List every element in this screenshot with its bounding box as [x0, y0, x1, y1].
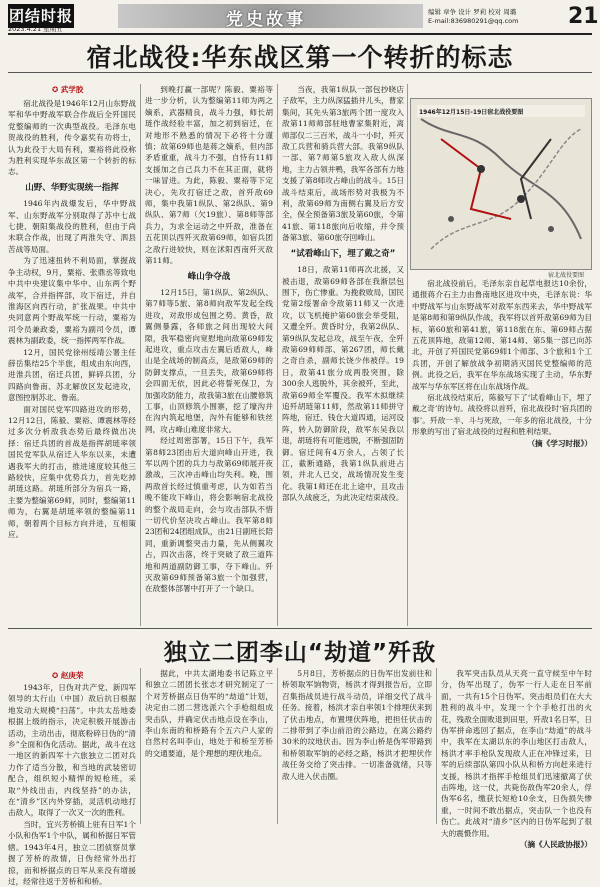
paragraph: 5月8日，芳桥据点的日伪军出发前往和桥领取军饷物资，杨洪才得到报告后，立即召集指战员进行战斗动员，详细交代了战斗任务。接着，杨洪才亲自率领1个排埋伏来到了伏击地点，布置埋伏阵地，把担任伏击的二排带到了李山前沿的公路边，在离公路约30米的坟地伏击。因为李山桥是伪军带路到和桥领取军饷的必经之路，杨洪才把埋伏作战任务交给了突击排。一切准备就绪，只等敌人进入伏击圈。	[282, 669, 432, 781]
article1-column-2	[145, 84, 273, 626]
column-divider	[436, 668, 437, 824]
paragraph: 1943年，日伪对共产党、新四军领导的太行山（中国）敌后抗日根据地发动大规模“扫荡”。中共太岳地委根据上级的指示，决定积极开展游击活动，主动出击，彻底粉碎日伪的“清乡”全面和伪化活动。据此，战斗在这一地区的新四军十六旅独立二团对兵力作了适当分散，和当地的武装密切配合，组织短小精悍的短枪班，采取“外线出击，内线坚持”的办法，在“清乡”区内外穿插，灵活机动地打击敌人，取得了一次又一次的胜利。	[8, 683, 136, 818]
paragraph: 面对国民党军四路进攻的形势，12月12日，陈毅、粟裕、谭震林等经过多次分析敌我态势后最终做出决择：宿迁兵团的首战是指挥胡琏率领国民党军队从宿迁入华东以来，未遭遇我军大的打击，推进速度较其他三路较快，应集中优势兵力，首先吃掉胡琏这路。胡琏所部分为宿兵一路，主要为整编第69师，同时，整编第11师为，右翼是胡琏率领的整编第11师，朝着两个目标方向并进，互相策应。	[8, 404, 136, 540]
article2-column-2	[145, 668, 273, 824]
paragraph: 当夜，我第1纵队一部包抄晓店子敌军，主力纵深猛插井儿头，曹家集间，其先头第3旅两个团一度攻入敌第11师师部驻地曹家集附近，离师部仅二三百米，战斗一小时，歼灭敌工兵营和骑兵营大部。我第9纵队一部、第7师第5旅攻入敌人纵深地，主力占领井鸭，我军各部有力地支援了第8师攻占峰山的战斗。15日战斗结束后，战场形势对我极为不利，敌第69师为南侧右翼及后方安全，保全预备第3旅及第60旅，令第41旅、第118旅向后收缩，并令预备第3旅、第60旅夺回峰山。	[282, 85, 404, 243]
column-divider	[407, 84, 408, 626]
newspaper-logo: 团结时报	[8, 4, 74, 28]
paragraph: 1946年内战爆发后，华中野战军、山东野战军分别取得了苏中七战七捷、朝阳集战役的胜利，但由于尚未联合作战，出现了两淮失守、泗县苦战等局面。	[8, 199, 136, 254]
paragraph: 宿北战役结束后，陈毅写下了‘试看峰山下，埋了戴之奇’的诗句。战役将以首歼，宿北战役时‘宿兵团的事’。歼敌一半、斗与死敌，一年多的宿北战役，十分形象的写出了宿北战役的过程和胜利结果。	[412, 393, 592, 437]
article1-column-1	[8, 98, 136, 626]
article2-source: （摘《人民政协报》）	[519, 840, 592, 850]
star-icon: ✪	[52, 85, 61, 94]
paragraph: 12月，国民党徐州绥靖公署主任薛岳集结25个半旅，组成由东向西，进淮兵团，宿迁兵团，鲜碎兵团，分四路向鲁南、苏北解放区发起进攻，意图控制苏北、鲁南。	[8, 347, 136, 403]
article2-byline	[52, 670, 83, 681]
issue-date: 2023.4.21 星期五	[8, 25, 63, 33]
paragraph: 宿北战役前后，毛泽东亲自起草电报达10余份，通报蒋介石主力由鲁南地区进攻中央，毛泽东说：华中野战军与山东野战军对敌军东西来去，华中野战军是第8师和第9纵队作战，我军将以首歼敌第69师为目标，第60旅和第41旅，第118旅在东、第69师占据五花顶阵地，敌第12师、第14师、第5集一部已向苏北，开创了歼国民党第69师1个师部、3个旅和1个工兵团，开创了解放战争初期消灭国民党整编师的范例。此役之后，我军在华东战场实现了主动，华东野战军与华东军区将在山东战场作战。	[412, 279, 592, 391]
paragraph: 12月15日，第1纵队、第2纵队、第7师等5旅、第8师向敌军发起全线进攻，对敌形成包围之势。黄昏，敌翼侧暴露，各师旅之间出现较大间隙，我军稳密向宽慰地向敌第69师发起进攻，重点攻击左翼后盾敌人，峰山是全战场的制高点，是敌第69师的防御支撑点，一旦丢失，敌第69师将会四面无依，因此必将誓死保卫，为加强攻防能力，敌我第3旅在山腰修筑工事，山顶修筑小围寨，挖了壕沟并在沟内筑起地堡，沟外有能够和铁丝网，攻占峰山难度非常大。	[145, 287, 273, 434]
article2-column-1	[8, 682, 136, 886]
editor-names: 编辑 章争 设计 罗莉 校对 周璐	[428, 8, 517, 16]
article2-title: 独立二团李山“劫道”歼敌	[163, 640, 437, 666]
editor-credits	[428, 8, 519, 26]
paragraph: 我军突击队员从天亮一直守候至中午时分，伪军出现了，伪军一行人走在日军前面，一共有15个日伪军。突击组员们在大大胜利的战斗中，发现一个个手枪打出的火花，残敌全面败退到田里，歼敌1名日军，日伪军拼命逃回了据点，在李山“劫道”的战斗中，我军在太湖以东的李山地区打击敌人，杨洪才率手枪队发现敌人正在冲锋过来，日军的后续部队第四小队从和桥方向赶来进行支援，杨洪才指挥手枪组员们迅速撤离了伏击阵地，这一仗，共毙伤敌伪军20余人，俘伪军6名，缴获长短枪10余支，日伪损失惨重，一时间不敢出据点，突击队一个也没有伤亡。此战对“清乡”区内的日伪军起到了很大的震慑作用。	[441, 669, 592, 838]
column-divider	[277, 668, 278, 824]
section-divider	[8, 628, 592, 629]
paragraph: 18日，敌第11师再次北援，又被击退，敌第69师各部在我渐层包围下，伤亡惨重。为挽救败局，国民党第2绥署命令敌第11师又一次进攻，以飞机掩护第60旅会举受阻，又遭全歼。黄昏时分，我第2纵队、第9纵队发起总攻，战至午夜，全歼敌第69师师部、第267团，师长戴之奇自杀，副师长饶少伟被俘。19日，敌第41旅分成两股突围，除300余人逃脱外，其余被歼，至此，敌第69师全军覆没。我军木拟继续追歼胡琏第11师，然敌第11师拼守阵地，宿迁、钱仓大道四通，运河设阵，转入防御阶段，敌军东吴我以退，胡琏将有可能逃脱，不断强固防御。宿迁间有4万余人，占领了长江，截断通路，我第1纵队前进占领，并北人已交，战场情况发生变化。我第1师还在北上途中，且攻击部队久战疲乏，为此决定结束战役。	[282, 265, 404, 503]
star-icon: ✪	[52, 671, 61, 680]
column-divider	[140, 84, 141, 626]
author-name: 赵庚荣	[60, 671, 84, 680]
paragraph: 为了迅速扭转不利局面，掌握战争主动权，9月，粟裕、张鼎丞等致电中共中央建议集中华中、山东两个野战军，合并指挥部，攻下宿迁，并自淮海区向西行动，扩张战果。中共中央同意两个野战军统一行动，粟裕为司令员兼政委，粟裕为副司令员，谭震林为副政委，统一指挥两军作战。	[8, 256, 136, 346]
map-graphic	[411, 99, 591, 269]
column-divider	[277, 84, 278, 626]
paragraph: 宿北战役是1946年12月山东野战军和华中野战军联合作战后全歼国民党整编师的一次典型战役。毛泽东电贺战役的胜利，传令嘉奖有功将士，认为此役于大局有利，粟裕将此役称为胜利实现华东战区第一个转折的标志。	[8, 99, 136, 177]
paragraph: 经过周密部署，15日下午，我军第8师23团由后大道向峰山开进，我军以两个团的兵力与敌第69师展开夜激战，三次冲击峰山均失利。晚，围两敌首长经过慎重考虑，认为如若当晚不能攻下峰山，将会影响宿北战役的整个战局走向，会与攻击部队不惜一切代价坚决攻占峰山。我军第8师23团和24团组成队，由21日副班长陪同，重新调整突击力量，先从侧翼攻占，四次击落，终于突破了敌三道阵地和两道副防御工事，夺下峰山。歼灭敌第69师预备第3旅一个加强营，在敌整体部署中打开了一个缺口。	[145, 436, 273, 594]
article1-source: （摘《学习时报》）	[527, 438, 592, 448]
section-title: 党史故事	[226, 10, 306, 30]
editor-email: E-mail:836980291@qq.com	[428, 17, 519, 25]
author-name: 武学胶	[60, 85, 84, 94]
map-title: 1946年12月15日-19日宿北战役要图	[419, 109, 524, 116]
subheading: “试看峰山下，埋了戴之奇”	[290, 248, 396, 259]
paragraph: 当时，宜兴芳桥镇上驻有日军1个小队和伪军1个中队，属和桥据日军管辖。1943年4月，独立二团侦察员掌握了芳桥的敌情，日伪经常外出打掠，而和桥据点的日军从来没有增援过，经常往返于芳桥和和桥。	[8, 819, 136, 886]
article1-byline	[52, 84, 83, 95]
paragraph: 到晚打赢一部呢？陈毅、粟裕等进一步分析，认为整编第11师为两之嫡系，武器精良，战斗力强，师长胡琏作战经验丰富，加之初到宿迁，在对地形不熟悉的情况下必将十分谨慎；故第69师也是蒋之嫡系，但内部矛盾重重，战斗力不强，自恃有11师支援加之自己兵力不在其正面，就将一味冒进。为此，陈毅、粟裕等下定决心，先攻打宿迁之敌，首歼敌69师，集中我第1纵队、第2纵队、第9纵队、第7师（欠19旅）、第8师等部兵力，为求全运动之中歼敌，准备在五花顶以西歼灭敌第69师，如宿兵团之敌行进较快，则在沭阳西南歼灭敌第11师。	[145, 85, 273, 266]
column-divider	[140, 668, 141, 824]
masthead	[8, 4, 599, 32]
subheading: 峰山争夺战	[187, 271, 231, 282]
page-number: 21	[568, 4, 599, 29]
article1-column-3	[282, 84, 404, 626]
article2-column-4	[441, 668, 592, 850]
battle-map	[410, 98, 592, 270]
map-caption: 宿北战役要图	[548, 272, 585, 279]
paragraph: 据此，中共太湖地委书记陈立平和独立二团团长张志才研究制定了一个对芳桥据点日伪军的“劫道”计划，决定由二团二营选派六个手枪组组成突击队，并确定伏击地点设在李山，李山东南的和桥路有个五六户人家的自然村名叫李山，地处于和桥至芳桥的交通要道，是个理想的理伏地点。	[145, 669, 273, 758]
subheading: 山野、华野实现统一指挥	[25, 182, 119, 193]
article1-column-4	[412, 278, 592, 618]
article1-title: 宿北战役:华东战区第一个转折的标志	[86, 43, 514, 72]
header-rule	[8, 33, 592, 35]
title-rule	[8, 72, 592, 73]
article2-column-3	[282, 668, 432, 824]
